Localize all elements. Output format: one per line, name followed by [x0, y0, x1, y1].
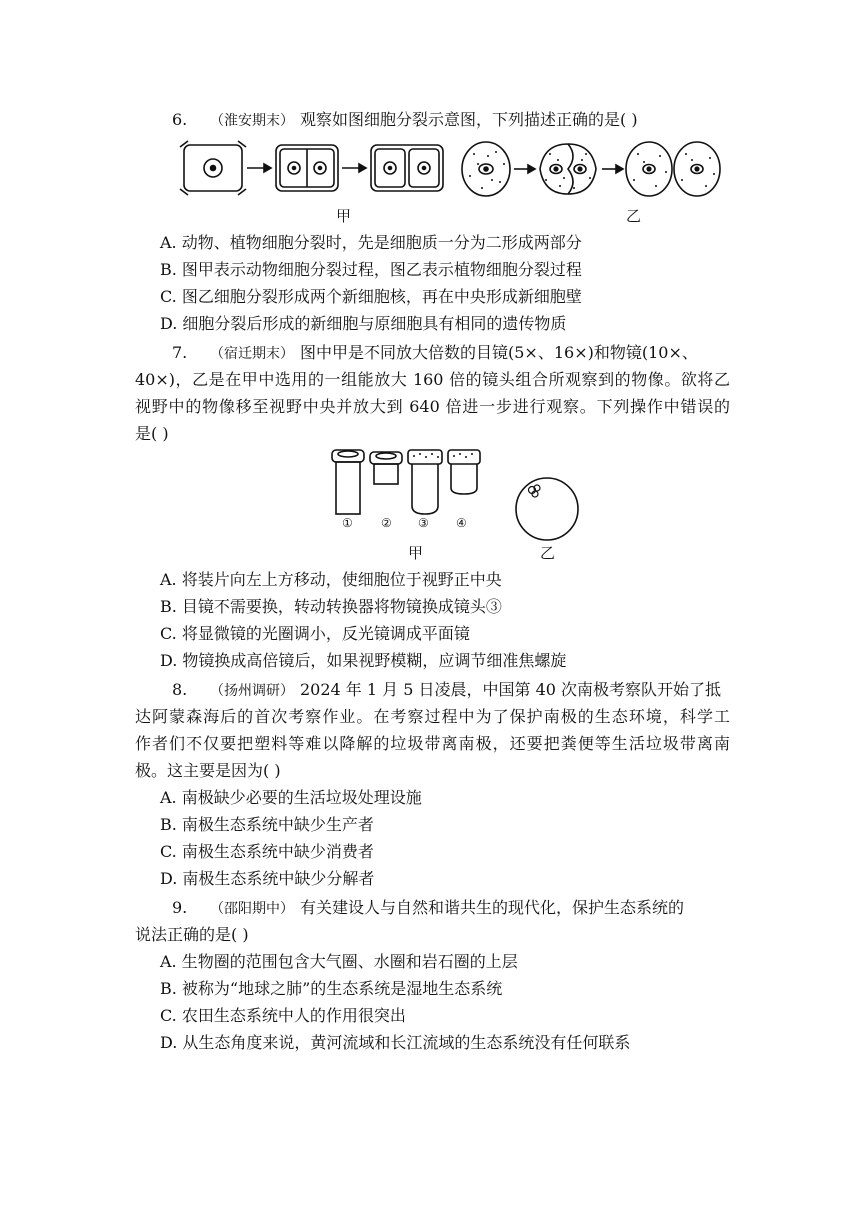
q7-lens-label-3: ③: [418, 516, 429, 530]
q7-stem-line1: [172, 343, 698, 364]
q9-option-d: D. 从生态角度来说，黄河流域和长江流域的生态系统没有任何联系: [160, 1033, 631, 1052]
q7-figure-lenses: [330, 448, 490, 520]
q6-option-a: A. 动物、植物细胞分裂时，先是细胞质一分为二形成两部分: [160, 233, 582, 252]
q8-stem-line4: 极。这主要是因为( ): [135, 761, 281, 780]
q7-stem-text: 图中甲是不同放大倍数的目镜(5×、16×)和物镜(10×、: [300, 343, 698, 362]
q6-stem: [172, 110, 638, 131]
q7-stem-line3: 视野中的物像移至视野中央并放大到 640 倍进一步进行观察。下列操作中错误的: [135, 397, 730, 416]
q8-number: 8.: [172, 680, 188, 699]
q8-stem-line1: [172, 680, 721, 701]
q7-option-c: C. 将显微镜的光圈调小，反光镜调成平面镜: [160, 624, 470, 643]
q8-option-c: C. 南极生态系统中缺少消费者: [160, 842, 374, 861]
q7-option-a: A. 将装片向左上方移动，使细胞位于视野正中央: [160, 570, 502, 589]
q9-option-b: B. 被称为“地球之肺”的生态系统是湿地生态系统: [160, 979, 503, 998]
q9-option-c: C. 农田生态系统中人的作用很突出: [160, 1006, 406, 1025]
q6-number: 6.: [172, 110, 188, 129]
q9-stem-line1: [172, 898, 684, 919]
q6-source: （淮安期末）: [210, 113, 294, 129]
q7-figure-label-b: 乙: [540, 544, 556, 562]
q9-stem-line2: 说法正确的是( ): [135, 925, 249, 944]
q7-option-b: B. 目镜不需要换，转动转换器将物镜换成镜头③: [160, 597, 502, 616]
q8-stem-line3: 作者们不仅要把塑料等难以降解的垃圾带离南极，还要把粪便等生活垃圾带离南: [135, 734, 730, 753]
q7-option-d: D. 物镜换成高倍镜后，如果视野模糊，应调节细准焦螺旋: [160, 651, 567, 670]
q7-lens-label-1: ①: [342, 516, 353, 530]
q6-figure-label-b: 乙: [626, 207, 642, 225]
q9-stem-text: 有关建设人与自然和谐共生的现代化，保护生态系统的: [300, 898, 685, 917]
q6-option-b: B. 图甲表示动物细胞分裂过程，图乙表示植物细胞分裂过程: [160, 260, 582, 279]
q8-source: （扬州调研）: [210, 683, 294, 699]
q8-option-d: D. 南极生态系统中缺少分解者: [160, 869, 375, 888]
q6-stem-text: 观察如图细胞分裂示意图，下列描述正确的是( ): [300, 110, 638, 129]
q6-figure-label-a: 甲: [336, 207, 352, 225]
q9-number: 9.: [172, 898, 188, 917]
q6-option-d: D. 细胞分裂后形成的新细胞与原细胞具有相同的遗传物质: [160, 314, 567, 333]
q8-stem-line2: 达阿蒙森海后的首次考察作业。在考察过程中为了保护南极的生态环境，科学工: [135, 707, 730, 726]
q6-option-c: C. 图乙细胞分裂形成两个新细胞核，再在中央形成新细胞壁: [160, 287, 582, 306]
q7-source: （宿迁期末）: [210, 346, 294, 362]
q6-figure-animal-cells: [460, 138, 730, 200]
q7-lens-label-2: ②: [381, 516, 392, 530]
q7-figure-label-a: 甲: [408, 544, 424, 562]
q8-option-b: B. 南极生态系统中缺少生产者: [160, 815, 374, 834]
q7-figure-field-of-view: [514, 476, 580, 542]
q6-figure-plant-cells: [178, 138, 448, 198]
q7-stem-line2: 40×)，乙是在甲中选用的一组能放大 160 倍的镜头组合所观察到的物像。欲将乙: [135, 370, 730, 389]
q8-stem-text: 2024 年 1 月 5 日凌晨，中国第 40 次南极考察队开始了抵: [300, 680, 722, 699]
q9-source: （邵阳期中）: [210, 901, 294, 917]
q7-lens-label-4: ④: [456, 516, 467, 530]
q7-stem-line4: 是( ): [135, 424, 169, 443]
q8-option-a: A. 南极缺少必要的生活垃圾处理设施: [160, 788, 422, 807]
q9-option-a: A. 生物圈的范围包含大气圈、水圈和岩石圈的上层: [160, 952, 518, 971]
q7-number: 7.: [172, 343, 188, 362]
